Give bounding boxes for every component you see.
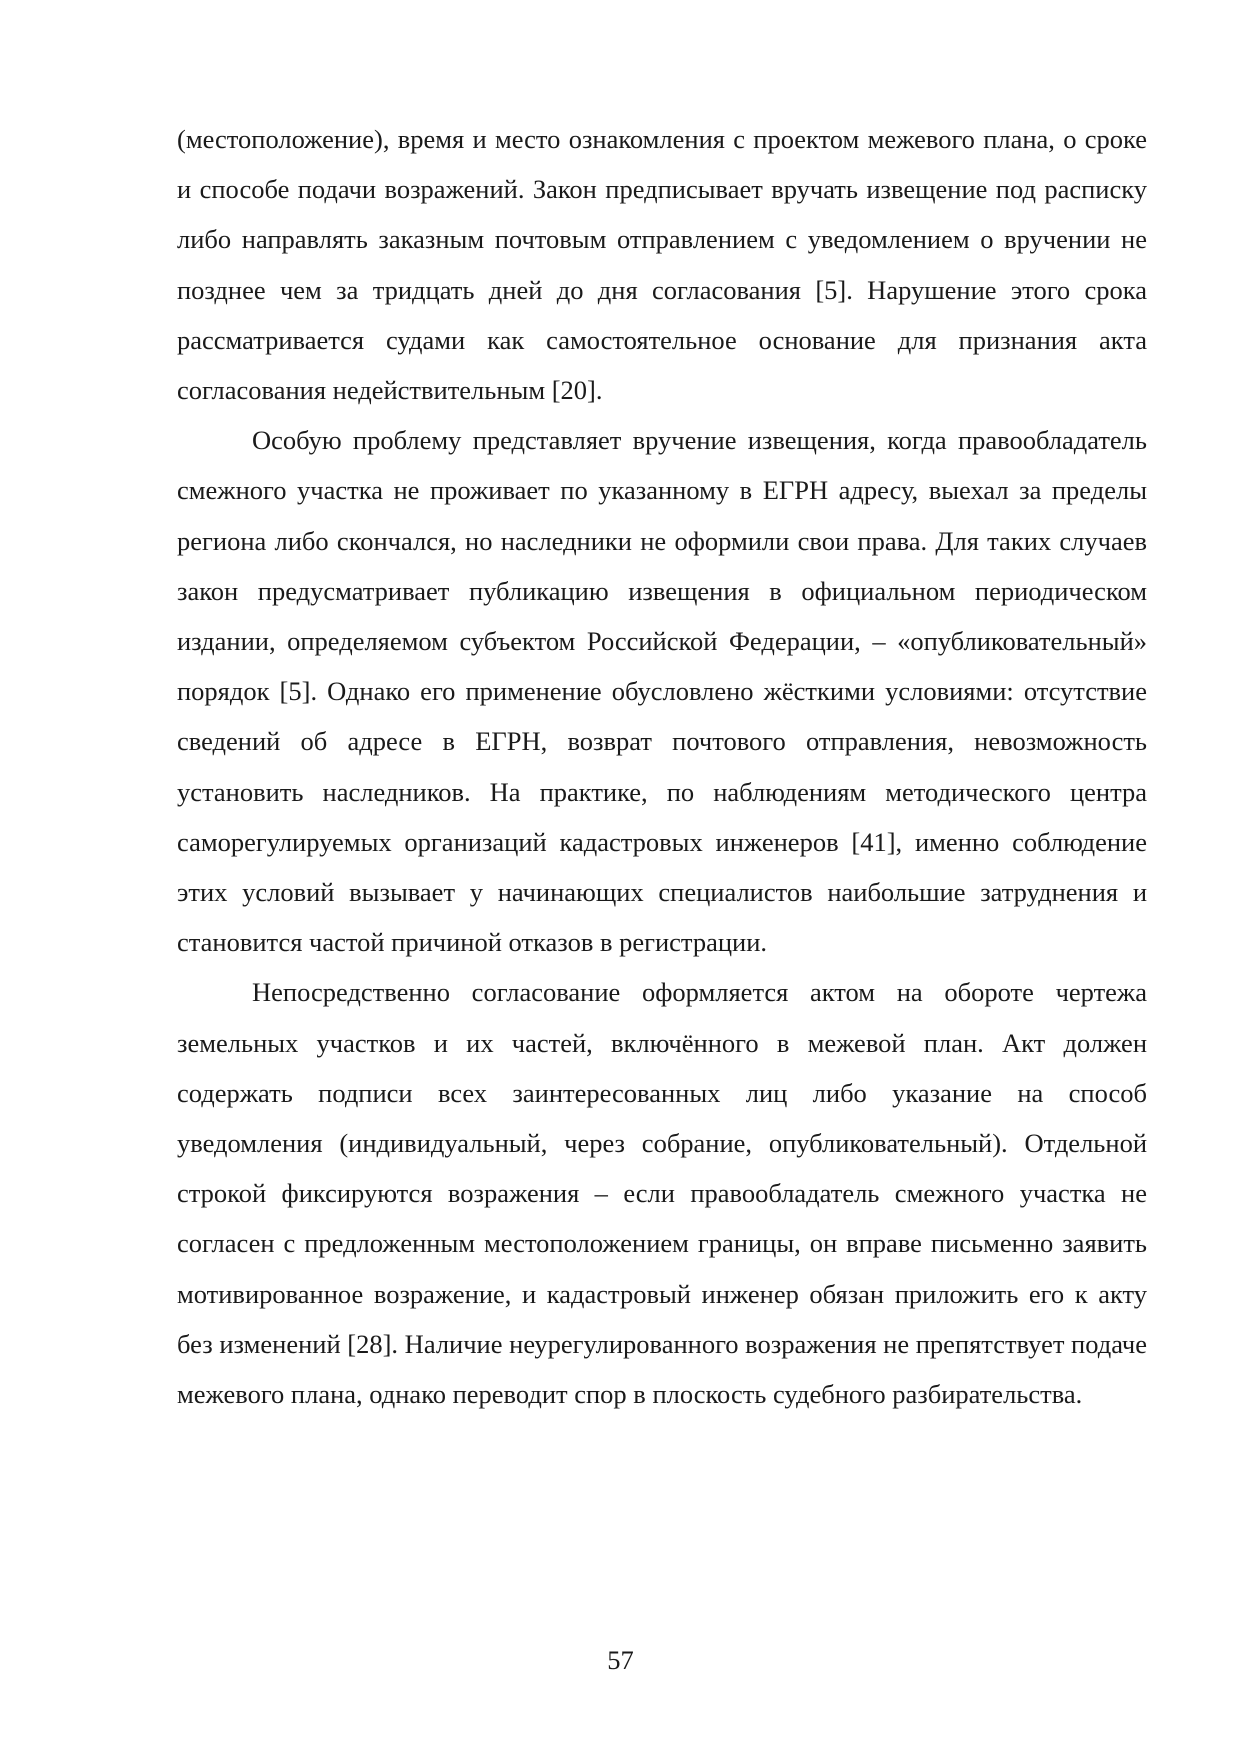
paragraph-1: (местоположение), время и место ознакомления с проектом межевого плана, о сроке и способе подачи возражений. Закон предписывает вручать извещение под расписку либо направлять заказным почтовым отправлением с уведомлением о вручении не позднее чем за тридцать дней до дня согласования [5]. Нарушение этого срока рассматривается судами как самостоятельное основание для признания акта согласования недействительным [20].: [177, 124, 1147, 406]
paragraph-3: Непосредственно согласование оформляется актом на обороте чертежа земельных участков и их частей, включённого в межевой план. Акт должен содержать подписи всех заинтересованных лиц либо указание на способ уведомления (индивидуальный, через собрание, опубликовательный). Отдельной строкой фиксируются возражения – если правообладатель смежного участка не согласен с предложенным местоположением границы, он вправе письменно заявить мотивированное возражение, и кадастровый инженер обязан приложить его к акту без изменений [28]. Наличие неурегулированного возражения не препятствует подаче межевого плана, однако переводит спор в плоскость судебного разбирательства.: [177, 977, 1147, 1410]
page-number: 57: [607, 1645, 634, 1675]
paragraph-2: Особую проблему представляет вручение извещения, когда правообладатель смежного участка не проживает по указанному в ЕГРН адресу, выехал за пределы региона либо скончался, но наследники не оформили свои права. Для таких случаев закон предусматривает публикацию извещения в официальном периодическом издании, определяемом субъектом Российской Федерации, – «опубликовательный» порядок [5]. Однако его применение обусловлено жёсткими условиями: отсутствие сведений об адресе в ЕГРН, возврат почтового отправления, невозможность установить наследников. На практике, по наблюдениям методического центра саморегулируемых организаций кадастровых инженеров [41], именно соблюдение этих условий вызывает у начинающих специалистов наибольшие затруднения и становится частой причиной отказов в регистрации.: [177, 425, 1147, 958]
body-text: [177, 114, 1147, 1419]
